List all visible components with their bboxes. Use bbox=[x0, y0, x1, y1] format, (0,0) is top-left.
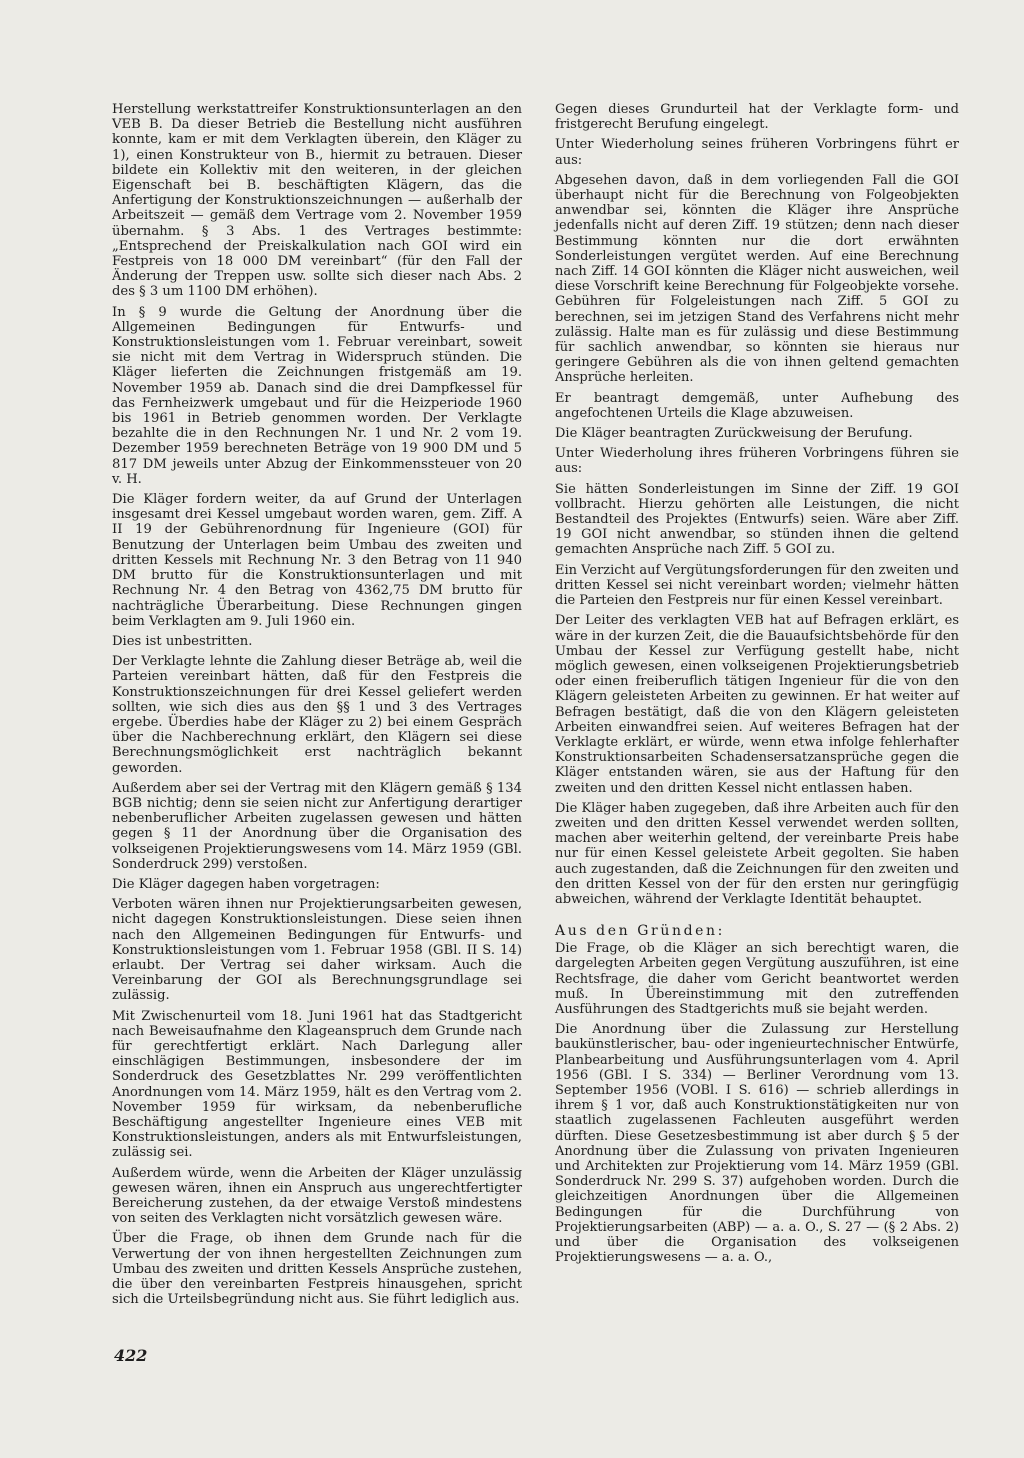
page-number: 422 bbox=[114, 1346, 148, 1365]
paragraph: Dies ist unbestritten. bbox=[112, 633, 253, 649]
paragraph: Der Verklagte lehnte die Zahlung dieser Beträge ab, weil die Parteien vereinbart hätten, daß für den Festpreis die Konstruktionszeichnungen für drei Kessel geliefert werden sollten, wie sich dies aus den §§ 1 und 3 des Vertrages ergebe. Überdies habe der Kläger zu 2) bei einem Gespräch über die Nachberechnung erklärt, den Klägern sei diese Berechnungsmöglichkeit erst nachträglich bekannt geworden. bbox=[112, 654, 522, 776]
paragraph: Außerdem würde, wenn die Arbeiten der Kläger unzulässig gewesen wären, ihnen ein Anspruch aus ungerechtfertigter Bereicherung zustehen, da der etwaige Verstoß mindestens von seiten des Verklagten nicht vorsätzlich gewesen wäre. bbox=[112, 1165, 522, 1227]
paragraph: In § 9 wurde die Geltung der Anordnung über die Allgemeinen Bedingungen für Entwurfs- und Konstruktionsleistungen vom 1. Februar vereinbart, soweit sie nicht mit dem Vertrag in Widerspruch stünden. Die Kläger lieferten die Zeichnungen fristgemäß am 19. November 1959 ab. Danach sind die drei Dampfkessel für das Fernheizwerk umgebaut und für die Heizperiode 1960 bis 1961 in Betrieb genommen worden. Der Verklagte bezahlte die in den Rechnungen Nr. 1 und Nr. 2 vom 19. Dezember 1959 berechneten Beträge von 19 900 DM und 5 817 DM jeweils unter Abzug der Einkommenssteuer von 20 v. H. bbox=[112, 304, 522, 487]
paragraph: Ein Verzicht auf Vergütungsforderungen für den zweiten und dritten Kessel sei nicht vereinbart worden; vielmehr hätten die Parteien den Festpreis nur für einen Kessel vereinbart. bbox=[555, 562, 959, 609]
paragraph: Er beantragt demgemäß, unter Aufhebung des angefochtenen Urteils die Klage abzuweisen. bbox=[555, 390, 959, 421]
paragraph: Außerdem aber sei der Vertrag mit den Klägern gemäß § 134 BGB nichtig; denn sie seien nicht zur Anfertigung derartiger nebenberuflicher Arbeiten zugelassen gewesen und hätten gegen § 11 der Anordnung über die Organisation des volkseigenen Projektierungswesens vom 14. März 1959 (GBl. Sonderdruck 299) verstoßen. bbox=[112, 780, 522, 872]
paragraph: Mit Zwischenurteil vom 18. Juni 1961 hat das Stadtgericht nach Beweisaufnahme den Klageanspruch dem Grunde nach für gerechtfertigt erklärt. Nach Darlegung aller einschlägigen Bestimmungen, insbesondere der im Sonderdruck des Gesetzblattes Nr. 299 veröffentlichten Anordnungen vom 14. März 1959, hält es den Vertrag vom 2. November 1959 für wirksam, da nebenberufliche Beschäftigung angestellter Ingenieure eines VEB mit Konstruktionsleistungen, anders als mit Entwurfsleistungen, zulässig sei. bbox=[112, 1008, 522, 1161]
paragraph: Unter Wiederholung ihres früheren Vorbringens führen sie aus: bbox=[555, 446, 959, 477]
paragraph: Über die Frage, ob ihnen dem Grunde nach für die Verwertung der von ihnen hergestellten Zeichnungen zum Umbau des zweiten und dritten Kessels Ansprüche zustehen, die über den vereinbarten Festpreis hinausgehen, spricht sich die Urteilsbegründung nicht aus. Sie führt lediglich aus. bbox=[112, 1231, 522, 1308]
paragraph: Unter Wiederholung seines früheren Vorbringens führt er aus: bbox=[555, 137, 959, 168]
section-heading: Aus den Gründen: bbox=[555, 923, 725, 940]
paragraph: Abgesehen davon, daß in dem vorliegenden Fall die GOI überhaupt nicht für die Berechnung von Folgeobjekten anwendbar sei, könnten die Kläger ihre Ansprüche jedenfalls nicht auf deren Ziff. 19 stützen; denn nach dieser Bestimmung könnten nur die dort erwähnten Sonderleistungen vergütet werden. Auf eine Berechnung nach Ziff. 14 GOI könnten die Kläger nicht ausweichen, weil diese Vorschrift keine Berechnung für Folgeobjekte vorsehe. Gebühren für Folgeleistungen nach Ziff. 5 GOI zu berechnen, sei im jetzigen Stand des Verfahrens nicht mehr zulässig. Halte man es für zulässig und diese Bestimmung für sachlich anwendbar, so könnten sie hieraus nur geringere Gebühren als die von ihnen geltend gemachten Ansprüche herleiten. bbox=[555, 172, 959, 386]
right-column bbox=[555, 102, 959, 1270]
paragraph: Verboten wären ihnen nur Projektierungsarbeiten gewesen, nicht dagegen Konstruktionsleistungen. Diese seien ihnen nach den Allgemeinen Bedingungen für Entwurfs- und Konstruktionsleistungen vom 1. Februar 1958 (GBl. II S. 14) erlaubt. Der Vertrag sei daher wirksam. Auch die Vereinbarung der GOI als Berechnungsgrundlage sei zulässig. bbox=[112, 897, 522, 1004]
paragraph: Der Leiter des verklagten VEB hat auf Befragen erklärt, es wäre in der kurzen Zeit, die die Bauaufsichtsbehörde für den Umbau der Kessel zur Verfügung gestellt habe, nicht möglich gewesen, einen volkseigenen Projektierungsbetrieb oder einen freiberuflich tätigen Ingenieur für die von den Klägern geleisteten Arbeiten zu gewinnen. Er hat weiter auf Befragen bestätigt, daß die von den Klägern geleisteten Arbeiten einwandfrei seien. Auf weiteres Befragen hat der Verklagte erklärt, er würde, wenn etwa infolge fehlerhafter Konstruktionsarbeiten Schadensersatzansprüche gegen die Kläger entstanden wären, sie aus der Haftung für den zweiten und den dritten Kessel nicht entlassen haben. bbox=[555, 613, 959, 796]
left-column bbox=[112, 102, 522, 1312]
paragraph: Die Frage, ob die Kläger an sich berechtigt waren, die dargelegten Arbeiten gegen Vergütung auszuführen, ist eine Rechtsfrage, die daher vom Gericht beantwortet werden muß. In Übereinstimmung mit den zutreffenden Ausführungen des Stadtgerichts muß sie bejaht werden. bbox=[555, 941, 959, 1017]
paragraph: Die Kläger dagegen haben vorgetragen: bbox=[112, 876, 380, 892]
paragraph: Die Anordnung über die Zulassung zur Herstellung baukünstlerischer, bau- oder ingenieurtechnischer Entwürfe, Planbearbeitung und Ausführungsunterlagen vom 4. April 1956 (GBl. I S. 334) — Berliner Verordnung vom 13. September 1956 (VOBl. I S. 616) — schrieb allerdings in ihrem § 1 vor, daß auch Konstruktionstätigkeiten nur von staatlich zugelassenen Fachleuten ausgeführt werden dürften. Diese Gesetzesbestimmung ist aber durch § 5 der Anordnung über die Zulassung von privaten Ingenieuren und Architekten zur Projektierung vom 14. März 1959 (GBl. Sonderdruck Nr. 299 S. 37) aufgehoben worden. Durch die gleichzeitigen Anordnungen über die Allgemeinen Bedingungen für die Durchführung von Projektierungsarbeiten (ABP) — a. a. O., S. 27 — (§ 2 Abs. 2) und über die Organisation des volkseigenen Projektierungswesens — a. a. O., bbox=[555, 1022, 959, 1266]
paragraph: Sie hätten Sonderleistungen im Sinne der Ziff. 19 GOI vollbracht. Hierzu gehörten alle Leistungen, die nicht Bestandteil des Projektes (Entwurfs) seien. Wäre aber Ziff. 19 GOI nicht anwendbar, so stünden ihnen die geltend gemachten Ansprüche nach Ziff. 5 GOI zu. bbox=[555, 481, 959, 558]
paragraph: Die Kläger fordern weiter, da auf Grund der Unterlagen insgesamt drei Kessel umgebaut worden waren, gem. Ziff. A II 19 der Gebührenordnung für Ingenieure (GOI) für Benutzung der Unterlagen beim Umbau des zweiten und dritten Kessels mit Rechnung Nr. 3 den Betrag von 11 940 DM brutto für die Konstruktionsunterlagen und mit Rechnung Nr. 4 den Betrag von 4362,75 DM brutto für nachträgliche Überarbeitung. Diese Rechnungen gingen beim Verklagten am 9. Juli 1960 ein. bbox=[112, 492, 522, 629]
paragraph: Herstellung werkstattreifer Konstruktionsunterlagen an den VEB B. Da dieser Betrieb die Bestellung nicht ausführen konnte, kam er mit dem Verklagten überein, den Kläger zu 1), einen Konstrukteur von B., hiermit zu betrauen. Dieser bildete ein Kollektiv mit den weiteren, in der gleichen Eigenschaft bei B. beschäftigten Klägern, das die Anfertigung der Konstruktionszeichnungen — außerhalb der Arbeitszeit — gemäß dem Vertrage vom 2. November 1959 übernahm. § 3 Abs. 1 des Vertrages bestimmte: „Entsprechend der Preiskalkulation nach GOI wird ein Festpreis von 18 000 DM vereinbart“ (für den Fall der Änderung der Treppen usw. sollte sich dieser nach Abs. 2 des § 3 um 1100 DM erhöhen). bbox=[112, 102, 522, 300]
paragraph: Die Kläger haben zugegeben, daß ihre Arbeiten auch für den zweiten und den dritten Kessel verwendet werden sollten, machen aber weiterhin geltend, der vereinbarte Preis habe nur für einen Kessel geleistete Arbeit gegolten. Sie haben auch zugestanden, daß die Zeichnungen für den zweiten und den dritten Kessel von der für den ersten nur geringfügig abweichen, während der Verklagte Identität behauptet. bbox=[555, 800, 959, 907]
paragraph: Die Kläger beantragten Zurückweisung der Berufung. bbox=[555, 426, 913, 442]
paragraph: Gegen dieses Grundurteil hat der Verklagte form- und fristgerecht Berufung eingelegt. bbox=[555, 102, 959, 133]
